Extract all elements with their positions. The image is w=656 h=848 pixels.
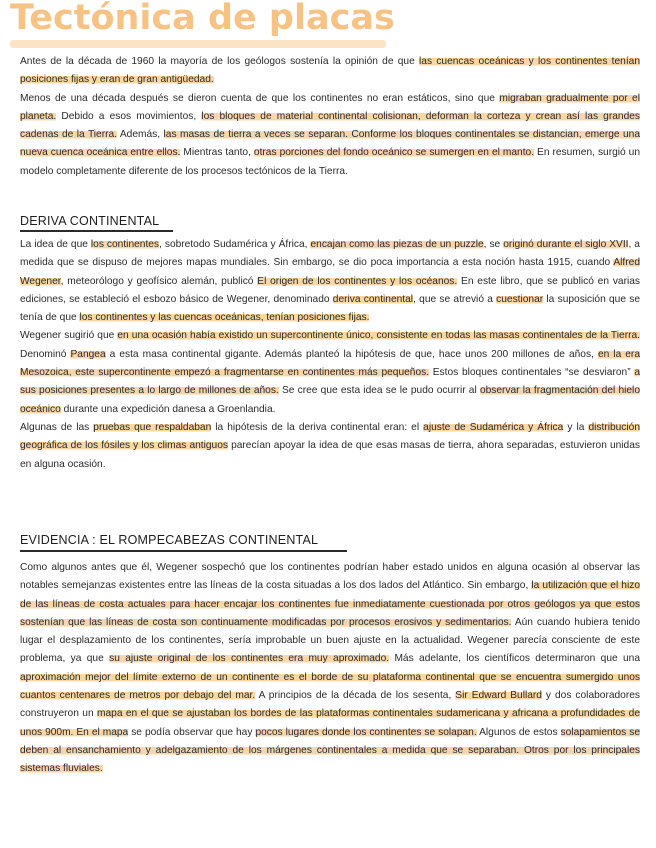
intro-paragraph-2 xyxy=(20,90,640,181)
text-run: y la xyxy=(563,421,589,433)
highlighted-text: Pangea xyxy=(70,348,106,360)
text-run: , que se atrevió a xyxy=(413,293,497,305)
text-run: Wegener sugirió que xyxy=(20,330,118,342)
evidencia-paragraph-1 xyxy=(20,559,640,779)
text-run: Además, xyxy=(117,129,164,141)
text-run: , a medida que se dispuso de mejores mapas mundiales. Sin embargo, se dio poca importancia a esta noción hasta 1915, cuando xyxy=(20,239,640,269)
text-run: Algunos de estos xyxy=(476,726,561,738)
text-run: En resumen, surgió un modelo completamente diferente de los procesos tectónicos de la Tierra. xyxy=(20,147,641,177)
text-run: Menos de una década después se dieron cuenta de que los continentes no eran estáticos, sino que xyxy=(20,92,500,104)
text-run: Aún cuando hubiera tenido lugar el desplazamiento de los continentes, sería improbable un buen ajuste en la actualidad. Wegener parecía consciente de este problema, ya que xyxy=(20,616,640,665)
highlighted-text: en una ocasión había existido un supercontinente único, consistente en todas las masas continentales de la Tierra. xyxy=(117,330,640,342)
highlighted-text: Alfred Wegener xyxy=(20,257,640,287)
highlighted-text: aproximación mejor del límite externo de un continente es el borde de su plataforma continental que se encuentra sumergido unos cuantos centenares de metros por debajo del mar. xyxy=(20,671,640,702)
page-title: Tectónica de placas xyxy=(10,0,395,38)
deriva-paragraph-1 xyxy=(20,236,640,327)
highlighted-text: las masas de tierra a veces se separan. Conforme los bloques continentales se distancian, emerge una nueva cuenca oceánica entre ellos. xyxy=(20,129,641,159)
text-run: Más adelante, los científicos determinaron que una xyxy=(389,653,640,665)
highlighted-text: otras porciones del fondo oceánico se sumergen en el manto. xyxy=(253,147,535,159)
text-run: La idea de que xyxy=(20,239,91,250)
text-run: Mientras tanto, xyxy=(180,147,254,159)
text-run: durante una expedición danesa a Groenlandia. xyxy=(60,403,276,415)
text-run: , sobretodo Sudamérica y África, xyxy=(159,239,311,250)
title-highlight-bar xyxy=(10,40,386,48)
intro-section xyxy=(20,53,640,181)
deriva-section xyxy=(20,236,640,474)
highlighted-text: mapa en el que se ajustaban los bordes de las plataformas continentales sudamericana y africana a profundidades de unos 900m. En el mapa xyxy=(20,708,640,738)
highlighted-text: El origen de los continentes y los océanos. xyxy=(257,275,458,287)
intro-paragraph-1 xyxy=(20,53,640,90)
highlighted-text: solapamientos se deben al ensanchamiento y adelgazamiento de los márgenes continentales a medida que se separaban. Otros por los principales sistemas fluviales. xyxy=(20,726,640,775)
text-run: Denominó xyxy=(20,348,71,360)
heading-underline-deriva xyxy=(20,230,173,232)
highlighted-text: pocos lugares donde los continentes se solapan. xyxy=(255,726,477,738)
highlighted-text: cuestionar xyxy=(496,293,544,305)
text-run: , se xyxy=(483,239,504,250)
highlighted-text: observar la fragmentación del hielo oceánico xyxy=(20,385,640,415)
highlighted-text: Sir Edward Bullard xyxy=(455,690,542,702)
text-run: , meteorólogo y geofísico alemán, publicó xyxy=(60,275,258,287)
highlighted-text: los continentes xyxy=(90,239,160,250)
text-run: Como algunos antes que él, Wegener sospechó que los continentes podrían haber estado unidos en alguna ocasión al observar las notables semejanzas existentes entre las líneas de la costa situadas a los dos lados del Atlántico. Sin embargo, xyxy=(20,562,640,592)
heading-underline-evidencia xyxy=(20,550,347,552)
text-run: Antes de la década de 1960 la mayoría de los geólogos sostenía la opinión de que xyxy=(20,56,420,67)
highlighted-text: encajan como las piezas de un puzzle xyxy=(310,239,484,250)
text-run: A principios de la década de los sesenta, xyxy=(255,690,456,702)
highlighted-text: pruebas que respaldaban xyxy=(93,421,212,433)
text-run: Algunas de las xyxy=(20,421,94,433)
text-run: la hipótesis de la deriva continental eran: el xyxy=(211,421,424,433)
text-run: y dos colaboradores construyeron un xyxy=(20,690,640,720)
text-run: la suposición que se tenía de que xyxy=(20,293,640,324)
text-run: Se cree que esta idea se le pudo ocurrir al xyxy=(278,385,480,397)
highlighted-text: la utilización que el hizo de las líneas de costa actuales para hacer encajar los continentes fue inmediatamente cuestionada por otros geólogos ya que estos sostenían que las líneas de costa son continuamente modificadas por procesos erosivos y sedimentarios. xyxy=(20,580,640,628)
highlighted-text: a sus posiciones presentes a lo largo de millones de años. xyxy=(20,367,640,397)
text-run: se podía observar que hay xyxy=(128,726,256,738)
highlighted-text: los continentes y las cuencas oceánicas, tenían posiciones fijas. xyxy=(79,312,370,324)
section-heading-evidencia: EVIDENCIA : EL ROMPECABEZAS CONTINENTAL xyxy=(20,533,319,547)
text-run: Estos bloques continentales “se desviaron” xyxy=(429,367,635,379)
highlighted-text: los bloques de material continental colisionan, deforman la corteza y crean así las grandes cadenas de la Tierra. xyxy=(20,110,640,141)
highlighted-text: deriva continental xyxy=(332,293,414,305)
highlighted-text: originó durante el siglo XVII xyxy=(503,239,629,250)
deriva-paragraph-3 xyxy=(20,419,640,474)
text-run: parecían apoyar la idea de que esas masas de tierra, ahora separadas, estuvieron unidas en alguna ocasión. xyxy=(20,440,640,470)
deriva-paragraph-2 xyxy=(20,327,640,418)
text-run: En este libro, que se publicó en varias ediciones, se estableció el esbozo básico de Wegener, denominado xyxy=(20,275,640,305)
highlighted-text: las cuencas oceánicas y los continentes tenían posiciones fijas y eran de gran antigüedad. xyxy=(20,56,641,86)
highlighted-text: distribución geográfica de los fósiles y los climas antiguos xyxy=(20,421,640,452)
highlighted-text: ajuste de Sudamérica y África xyxy=(423,421,564,433)
highlighted-text: su ajuste original de los continentes era muy aproximado. xyxy=(109,653,390,665)
highlighted-text: en la era Mesozoica, este supercontinente empezó a fragmentarse en continentes más pequeños. xyxy=(20,348,640,379)
evidencia-section xyxy=(20,559,640,779)
text-run: a esta masa continental gigante. Además planteó la hipótesis de que, hace unos 200 millones de años, xyxy=(105,348,598,360)
text-run: Debido a esos movimientos, xyxy=(56,110,202,122)
section-heading-deriva: DERIVA CONTINENTAL xyxy=(20,214,160,228)
highlighted-text: migraban gradualmente por el planeta. xyxy=(20,92,640,122)
